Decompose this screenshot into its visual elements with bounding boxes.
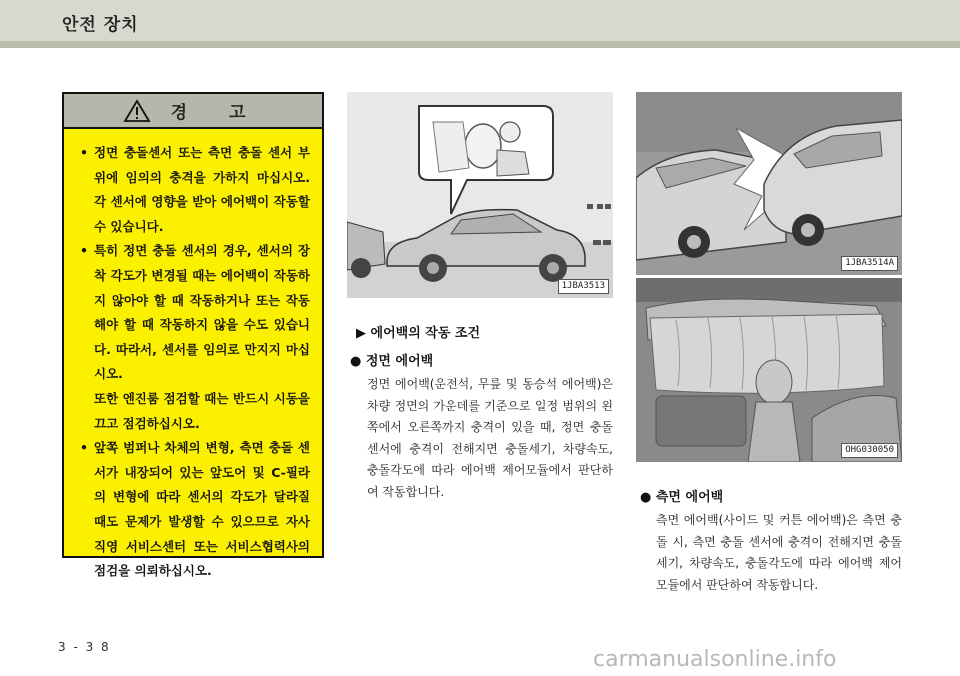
image-code: OHG030050 xyxy=(841,443,898,458)
warning-triangle-icon xyxy=(123,99,151,123)
warning-title: 경 고 xyxy=(170,103,264,123)
side-airbag-text: 측면 에어백(사이드 및 커튼 에어백)은 측면 충돌 시, 측면 충돌 센서에 충격이 전해지면 충돌세기, 차량속도, 충돌각도에 따라 에어백 제어모듈에서 판단하여 작동합니다. xyxy=(656,513,902,592)
front-collision-illustration xyxy=(347,92,613,298)
front-airbag-text: 정면 에어백(운전석, 무릎 및 동승석 에어백)은 차량 정면의 가운데를 기준으로 일정 범위의 왼쪽에서 오른쪽까지 충격이 있을 때, 정면 충돌 센서에 충격이 전해지면 충돌세기, 차량속도, 충돌각도에 따라 에어백 제어모듈에서 판단하여 작동합니다. xyxy=(367,377,613,499)
side-collision-illustration xyxy=(636,92,902,275)
front-airbag-heading: ● 정면 에어백 xyxy=(350,354,434,369)
warning-item: 또한 엔진룸 점검할 때는 반드시 시동을 끄고 점검하십시오. xyxy=(94,390,310,431)
conditions-heading: ▶ 에어백의 작동 조건 xyxy=(356,326,481,341)
warning-list xyxy=(64,129,322,584)
warning-box xyxy=(62,92,324,579)
image-code: 1JBA3513 xyxy=(558,279,609,294)
page-header xyxy=(0,0,960,48)
header-stripe xyxy=(0,41,960,48)
curtain-airbag-illustration xyxy=(636,278,902,462)
side-airbag-heading: ● 측면 에어백 xyxy=(640,490,724,505)
image-code: 1JBA3514A xyxy=(841,256,898,271)
page-title: 안전 장치 xyxy=(62,15,139,35)
warning-item: • 앞쪽 범퍼나 차체의 변형, 측면 충돌 센서가 내장되어 있는 앞도어 및 C-필라의 변형에 따라 센서의 각도가 달라질 때도 문제가 발생할 수 있으므로 자사 직영 서비스센터 또는 서비스협력사의 점검을 의뢰하십시오. xyxy=(78,436,310,584)
warning-item: • 특히 정면 충돌 센서의 경우, 센서의 장착 각도가 변경될 때는 에어백이 작동하지 않아야 할 때 작동하거나 또는 작동해야 할 때 작동하지 않을 수도 있습니다. 따라서, 센서를 임의로 만지지 마십시오. xyxy=(78,239,310,387)
watermark: carmanualsonline.info xyxy=(593,647,837,672)
page-number: 3 - 3 8 xyxy=(58,640,111,654)
warning-header xyxy=(64,94,322,129)
warning-item: • 정면 충돌센서 또는 측면 충돌 센서 부위에 임의의 충격을 가하지 마십시오. 각 센서에 영향을 받아 에어백이 작동할 수 있습니다. xyxy=(78,141,310,239)
